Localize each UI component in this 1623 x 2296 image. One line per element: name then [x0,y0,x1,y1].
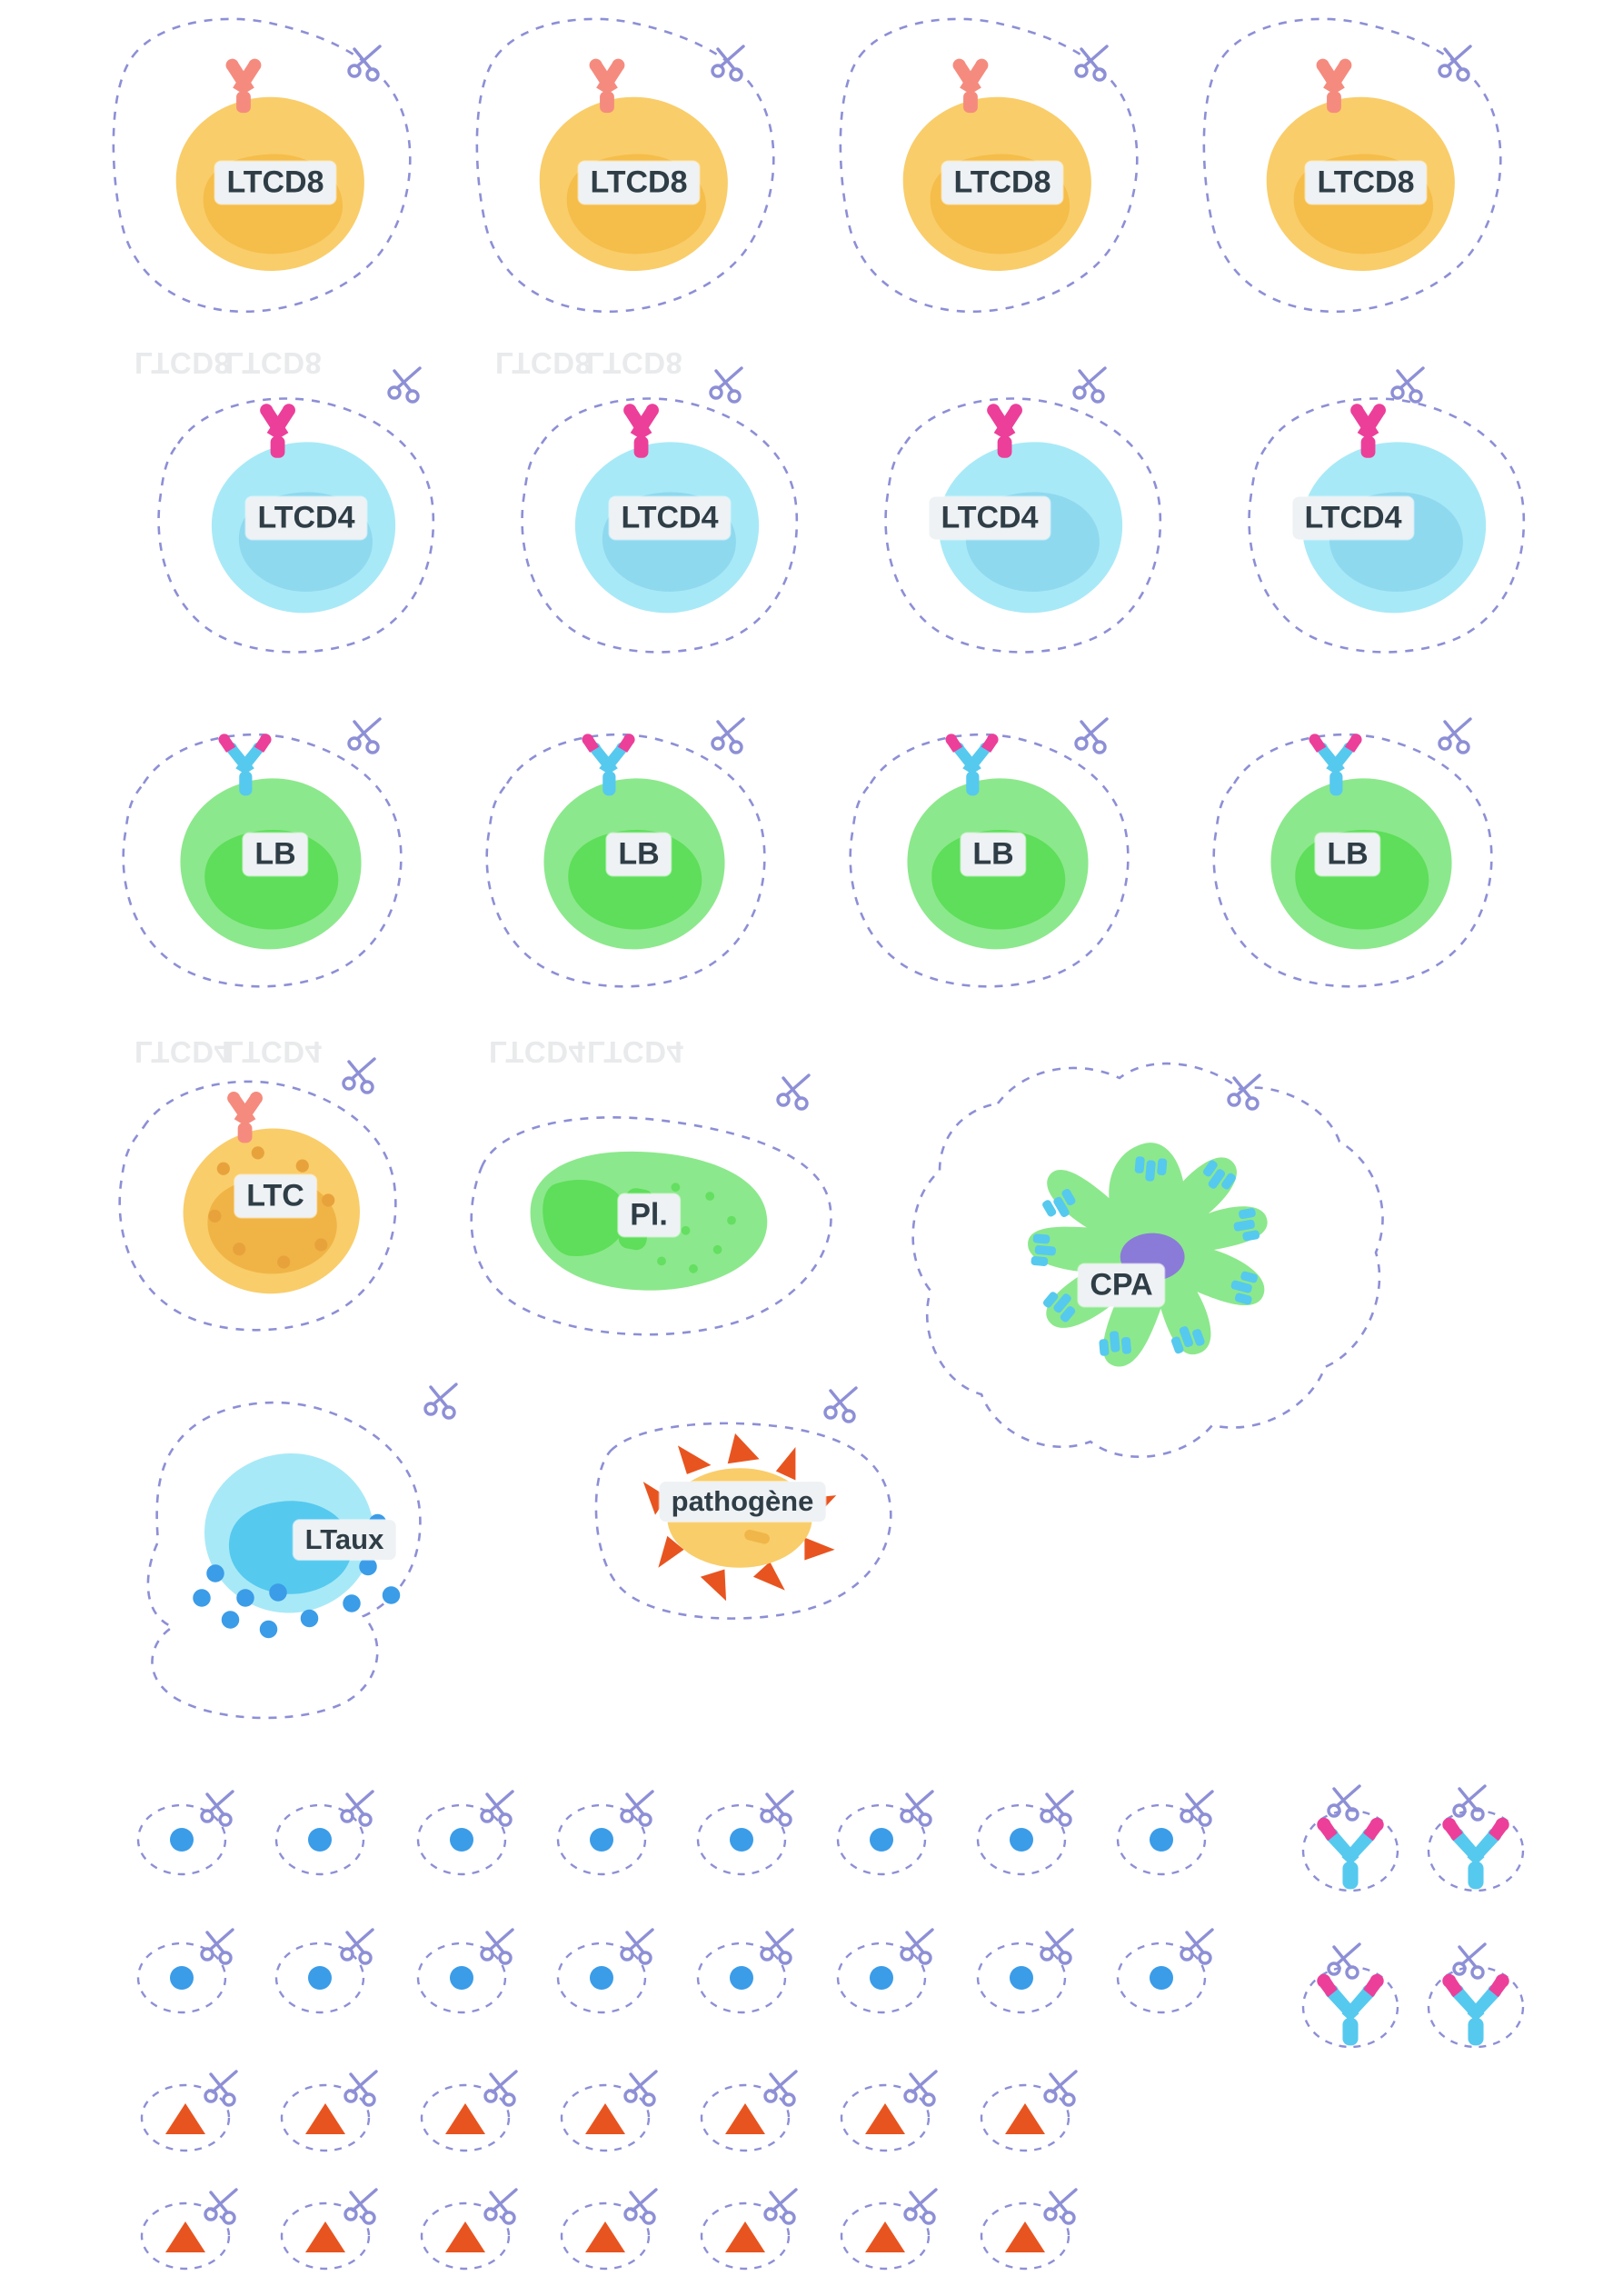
scissors-icons [202,46,1485,2223]
cell-label-lb-2: LB [606,833,671,875]
cell-label-ltcd8-2: LTCD8 [578,161,699,204]
token-row-cytokine-1 [138,1805,1205,1874]
cell-label-ltaux-1: LTaux [294,1520,396,1560]
cell-label-ltcd4-3: LTCD4 [929,496,1050,539]
ghost-label: LTCD8 [586,346,683,380]
cell-label-lb-1: LB [243,833,307,875]
token-group-antibodies [1303,1811,1523,2047]
cell-label-ltcd8-4: LTCD8 [1305,161,1426,204]
cell-label-pathogene-1: pathogène [660,1482,826,1522]
antibody-token [1303,1811,1398,1891]
ghost-label: LTCD4 [489,1035,586,1069]
ghost-label: LTCD4 [225,1035,323,1069]
cell-label-cpa-1: CPA [1078,1263,1164,1306]
cell-label-ltcd8-1: LTCD8 [214,161,335,204]
ghost-label: LTCD8 [225,346,323,380]
cell-card-ltaux-1 [148,1403,421,1718]
cell-label-plasmocyte-1: Pl. [618,1193,680,1236]
ghost-label: LTCD4 [134,1035,232,1069]
cell-label-lb-3: LB [961,833,1025,875]
ghost-label: LTCD8 [134,346,232,380]
cell-label-ltc-1: LTC [234,1174,316,1217]
cell-label-ltcd8-3: LTCD8 [941,161,1062,204]
cell-label-ltcd4-1: LTCD4 [245,496,366,539]
cell-label-lb-4: LB [1315,833,1379,875]
cytokine-token [276,1943,363,2012]
antibody-token [1429,1811,1523,1891]
cell-label-ltcd4-2: LTCD4 [609,496,730,539]
ghost-label: LTCD4 [587,1035,684,1069]
cell-card-cpa-1 [913,1063,1383,1457]
cell-label-ltcd4-4: LTCD4 [1292,496,1413,539]
cytokine-token [276,1805,363,1874]
token-row-cytokine-2 [138,1943,1205,2012]
ghost-label: LTCD8 [495,346,592,380]
